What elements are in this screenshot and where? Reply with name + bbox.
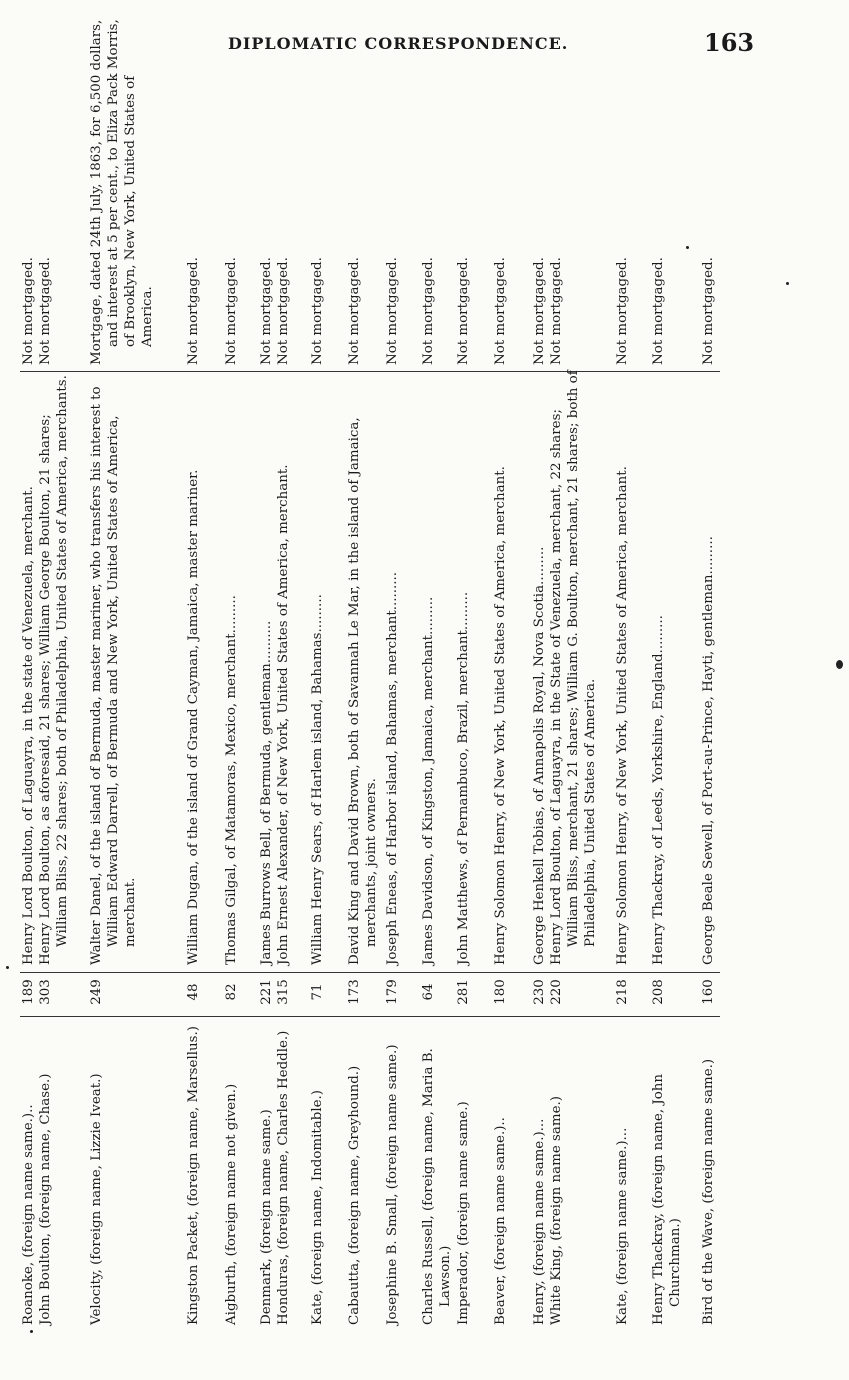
owners-cell: John Matthews, of Pernambuco, Brazil, merchant......... xyxy=(456,591,471,965)
tonnage-cell: 218 xyxy=(615,979,630,1005)
ship-name-cell: Henry Thackray, (foreign name, John Churchman.) xyxy=(651,1073,683,1325)
tonnage-cell: 315 xyxy=(276,979,291,1005)
mortgage-cell: Mortgage, dated 24th July, 1863, for 6,500 dollars, and interest at 5 per cent., to Eliza Pack Morris, of Brooklyn, New York, United States of America. xyxy=(89,19,155,365)
tonnage-cell: 189 xyxy=(21,979,36,1005)
ship-name-cell: Imperador, (foreign name same.) xyxy=(456,1101,471,1325)
tonnage-cell: 249 xyxy=(89,979,104,1005)
owners-cell: David King and David Brown, both of Savannah Le Mar, in the island of Jamaica, merchants, joint owners. xyxy=(347,417,379,965)
mortgage-cell: Not mortgaged. xyxy=(651,257,666,365)
mortgage-cell: Not mortgaged. xyxy=(493,257,508,365)
tonnage-cell: 208 xyxy=(651,979,666,1005)
owners-cell: Henry Thackray, of Leeds, Yorkshire, England......... xyxy=(651,615,666,965)
owners-cell: Thomas Gilgal, of Matamoras, Mexico, merchant......... xyxy=(224,595,239,965)
ship-register-table xyxy=(20,19,750,1325)
mortgage-cell: Not mortgaged. xyxy=(456,257,471,365)
ship-name-cell: White King, (foreign name same.) xyxy=(549,1096,564,1325)
tonnage-cell: 220 xyxy=(549,979,564,1005)
mortgage-cell: Not mortgaged. xyxy=(347,257,362,365)
mortgage-cell: Not mortgaged. xyxy=(259,257,274,365)
ship-name-cell: Velocity, (foreign name, Lizzie Iveat.) xyxy=(89,1073,104,1325)
tonnage-cell: 64 xyxy=(421,983,436,1001)
page-header-title: DIPLOMATIC CORRESPONDENCE. xyxy=(228,34,569,53)
ship-name-cell: Aigburth, (foreign name not given.) xyxy=(224,1083,239,1325)
tonnage-cell: 173 xyxy=(347,979,362,1005)
mortgage-cell: Not mortgaged. xyxy=(532,257,547,365)
ship-name-cell: Kingston Packet, (foreign name, Marsellus.) xyxy=(186,1026,201,1325)
ship-name-cell: Denmark, (foreign name same.) xyxy=(259,1109,274,1325)
ship-name-cell: Beaver, (foreign name same.).. xyxy=(493,1117,508,1325)
owners-cell: Walter Danel, of the island of Bermuda, master mariner, who transfers his interest to William Edward Darrell, of Bermuda and New York, United States of America, merchant. xyxy=(89,386,138,965)
ship-name-cell: John Boulton, (foreign name, Chase.) xyxy=(38,1073,53,1325)
mortgage-cell: Not mortgaged. xyxy=(549,257,564,365)
owners-cell: William Dugan, of the island of Grand Cayman, Jamaica, master mariner. xyxy=(186,469,201,965)
owners-cell: Henry Solomon Henry, of New York, United States of America, merchant. xyxy=(615,466,630,965)
tonnage-cell: 48 xyxy=(186,983,201,1001)
ship-name-cell: Henry, (foreign name same.)... xyxy=(532,1118,547,1325)
ship-name-cell: Bird of the Wave, (foreign name same.) xyxy=(701,1058,716,1325)
mortgage-cell: Not mortgaged. xyxy=(701,257,716,365)
mortgage-cell: Not mortgaged. xyxy=(615,257,630,365)
tonnage-cell: 179 xyxy=(385,979,400,1005)
mortgage-cell: Not mortgaged. xyxy=(310,257,325,365)
print-speck xyxy=(786,282,789,285)
mortgage-cell: Not mortgaged. xyxy=(385,257,400,365)
owners-cell: George Henkell Tobias, of Annapolis Royal, Nova Scotia......... xyxy=(532,546,547,965)
ship-name-cell: Roanoke, (foreign name same.).. xyxy=(21,1104,36,1325)
column-divider-tons xyxy=(20,972,720,973)
mortgage-cell: Not mortgaged. xyxy=(21,257,36,365)
owners-cell: George Beale Sewell, of Port-au-Prince, Hayti, gentleman......... xyxy=(701,536,716,965)
owners-cell: Henry Solomon Henry, of New York, United States of America, merchant. xyxy=(493,466,508,965)
tonnage-cell: 230 xyxy=(532,979,547,1005)
tonnage-cell: 221 xyxy=(259,979,274,1005)
owners-cell: Henry Lord Boulton, of Laguayra, in the State of Venezuela, merchant, 22 shares; William Bliss, merchant, 21 shares; William G. Boulton, merchant, 21 shares; both of Philadelphia, United States of America. xyxy=(549,370,598,965)
ship-name-cell: Kate, (foreign name same.)... xyxy=(615,1127,630,1325)
print-speck xyxy=(686,246,689,249)
owners-cell: James Davidson, of Kingston, Jamaica, merchant......... xyxy=(421,596,436,965)
tonnage-cell: 82 xyxy=(224,983,239,1001)
tonnage-cell: 303 xyxy=(38,979,53,1005)
tonnage-cell: 180 xyxy=(493,979,508,1005)
tonnage-cell: 281 xyxy=(456,979,471,1005)
owners-cell: Henry Lord Boulton, as aforesaid, 21 shares; William George Boulton, 21 shares; William Bliss, 22 shares; both of Philadelphia, United States of America, merchants. xyxy=(38,375,70,965)
mortgage-cell: Not mortgaged. xyxy=(421,257,436,365)
ship-name-cell: Honduras, (foreign name, Charles Heddle.) xyxy=(276,1030,291,1325)
owners-cell: James Burrows Bell, of Bermuda, gentleman.......... xyxy=(259,620,274,965)
mortgage-cell: Not mortgaged. xyxy=(276,257,291,365)
owners-cell: William Henry Sears, of Harlem island, Bahamas......... xyxy=(310,594,325,965)
page-number: 163 xyxy=(704,28,755,57)
owners-cell: Henry Lord Boulton, of Laguayra, in the state of Venezuela, merchant. xyxy=(21,486,36,965)
print-speck xyxy=(836,660,843,669)
tonnage-cell: 160 xyxy=(701,979,716,1005)
mortgage-cell: Not mortgaged. xyxy=(186,257,201,365)
ship-name-cell: Cabautta, (foreign name, Greyhound.) xyxy=(347,1065,362,1325)
ship-name-cell: Josephine B. Small, (foreign name same.) xyxy=(385,1044,400,1325)
print-speck xyxy=(30,1330,33,1333)
tonnage-cell: 71 xyxy=(310,983,325,1001)
mortgage-cell: Not mortgaged. xyxy=(38,257,53,365)
owners-cell: John Ernest Alexander, of New York, United States of America, merchant. xyxy=(276,464,291,965)
ship-name-cell: Kate, (foreign name, Indomitable.) xyxy=(310,1089,325,1325)
mortgage-cell: Not mortgaged. xyxy=(224,257,239,365)
ship-name-cell: Charles Russell, (foreign name, Maria B. Lawson.) xyxy=(421,1048,453,1325)
owners-cell: Joseph Eneas, of Harbor island, Bahamas, merchant......... xyxy=(385,571,400,965)
print-speck xyxy=(6,966,9,969)
